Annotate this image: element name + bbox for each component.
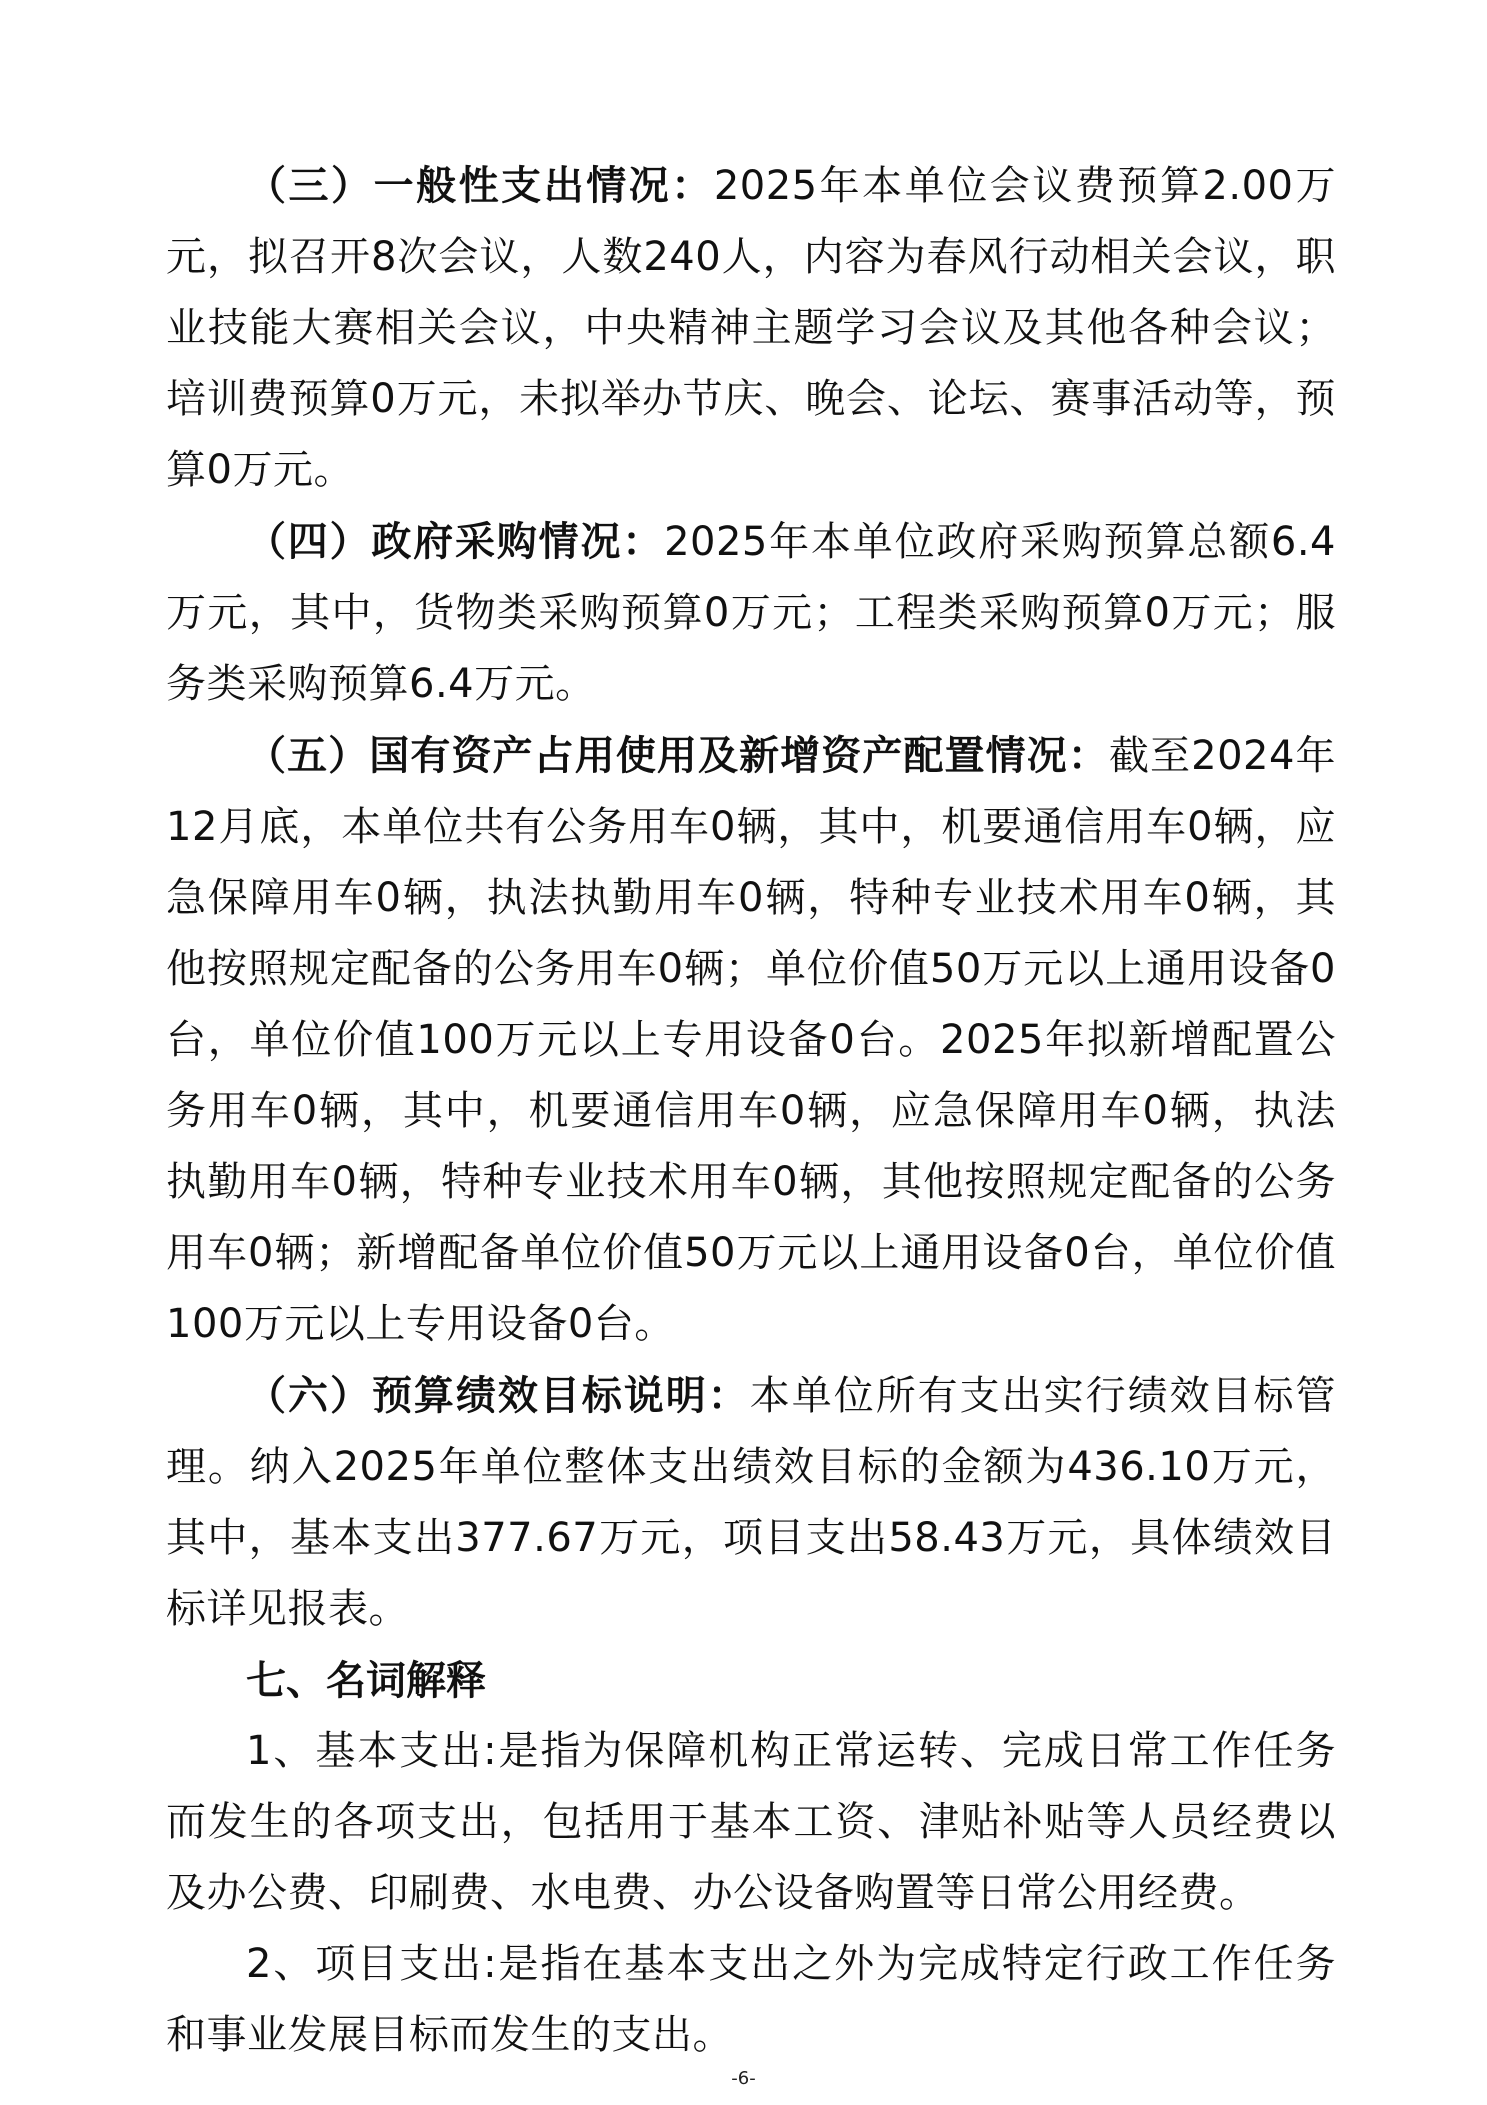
paragraph-general-expenditure (166, 150, 1336, 506)
paragraph-body: 本单位所有支出实行绩效目标管理。纳入2025年单位整体支出绩效目标的金额为436.10万元，其中，基本支出377.67万元，项目支出58.43万元，具体绩效目标详见报表。 (166, 1373, 1337, 1632)
paragraph-state-assets (166, 720, 1336, 1360)
paragraph-body: 2025年本单位会议费预算2.00万元，拟召开8次会议，人数240人，内容为春风行动相关会议，职业技能大赛相关会议，中央精神主题学习会议及其他各种会议；培训费预算0万元，未拟举办节庆、晚会、论坛、赛事活动等，预算0万元。 (166, 163, 1337, 493)
glossary-item-basic-expenditure: 1、基本支出:是指为保障机构正常运转、完成日常工作任务而发生的各项支出，包括用于基本工资、津贴补贴等人员经费以及办公费、印刷费、水电费、办公设备购置等日常公用经费。 (166, 1728, 1336, 1916)
glossary-item-project-expenditure: 2、项目支出:是指在基本支出之外为完成特定行政工作任务和事业发展目标而发生的支出。 (166, 1941, 1336, 2058)
document-page (166, 150, 1336, 2071)
paragraph-body: 2025年本单位政府采购预算总额6.4万元，其中，货物类采购预算0万元；工程类采购预算0万元；服务类采购预算6.4万元。 (166, 519, 1336, 707)
paragraph-body: 截至2024年12月底，本单位共有公务用车0辆，其中，机要通信用车0辆，应急保障用车0辆，执法执勤用车0辆，特种专业技术用车0辆，其他按照规定配备的公务用车0辆；单位价值50万元以上通用设备0台，单位价值100万元以上专用设备0台。2025年拟新增配置公务用车0辆，其中，机要通信用车0辆，应急保障用车0辆，执法执勤用车0辆，特种专业技术用车0辆，其他按照规定配备的公务用车0辆；新增配备单位价值50万元以上通用设备0台，单位价值100万元以上专用设备0台。 (166, 733, 1337, 1347)
paragraph-heading: （三）一般性支出情况： (246, 162, 714, 209)
paragraph-performance-goals (166, 1360, 1336, 1645)
page-number: -6- (731, 2068, 756, 2089)
paragraph-heading: （五）国有资产占用使用及新增资产配置情况： (246, 732, 1109, 779)
paragraph-government-procurement (166, 506, 1336, 720)
paragraph-heading: （六）预算绩效目标说明： (246, 1372, 750, 1419)
paragraph-heading: （四）政府采购情况： (246, 518, 665, 565)
section-title-glossary: 七、名词解释 (246, 1657, 486, 1704)
